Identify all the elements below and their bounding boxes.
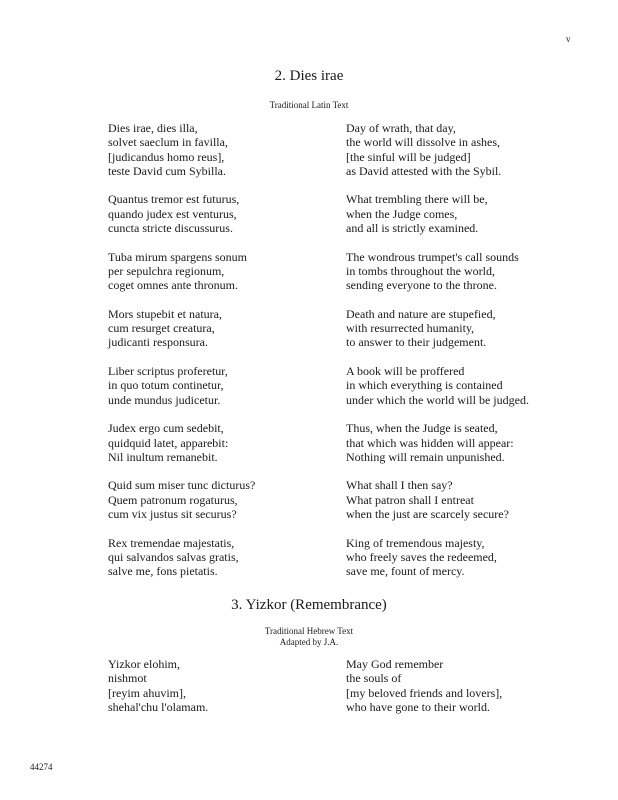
yizkor-hebrew-column	[108, 657, 208, 714]
verse-line: sending everyone to the throne.	[346, 278, 497, 293]
verse-line: the world will dissolve in ashes,	[346, 135, 500, 150]
subtitle-line: Traditional Latin Text	[269, 100, 349, 110]
verse-line: May God remember	[346, 657, 444, 671]
verse-line: quidquid latet, apparebit:	[108, 435, 229, 450]
verse-line: when the just are scarcely secure?	[346, 507, 509, 522]
subtitle-line: Traditional Hebrew Text	[264, 626, 354, 636]
verse-line: [judicandus homo reus],	[108, 149, 225, 164]
verse-line: who have gone to their world.	[346, 699, 490, 714]
verse-line: solvet saeclum in favilla,	[108, 135, 228, 150]
verse-line: salve me, fons pietatis.	[108, 564, 218, 579]
verse-line: nishmot	[108, 671, 147, 686]
verse-line: What patron shall I entreat	[346, 492, 474, 507]
stanza	[346, 250, 529, 293]
verse-line: Nothing will remain unpunished.	[346, 449, 505, 464]
section-subtitle	[0, 626, 618, 648]
stanza	[346, 478, 529, 521]
verse-line: shehal'chu l'olamam.	[108, 699, 209, 714]
section-title: 3. Yizkor (Remembrance)	[231, 597, 387, 613]
verse-line: What trembling there will be,	[346, 192, 488, 207]
verse-line: the souls of	[346, 671, 402, 686]
verse-line: qui salvandos salvas gratis,	[108, 549, 239, 564]
verse-line: cum resurget creatura,	[108, 321, 215, 336]
verse-line: [reyim ahuvim],	[108, 685, 186, 700]
verse-line: Thus, when the Judge is seated,	[346, 421, 498, 436]
verse-line: Judex ergo cum sedebit,	[108, 421, 224, 436]
footer-code: 44274	[30, 762, 53, 772]
verse-line: Quid sum miser tunc dicturus?	[108, 478, 256, 493]
verse-line: to answer to their judgement.	[346, 335, 487, 350]
verse-line: quando judex est venturus,	[108, 206, 237, 221]
verse-line: coget omnes ante thronum.	[108, 278, 238, 293]
stanza	[108, 364, 255, 407]
verse-line: save me, fount of mercy.	[346, 564, 465, 579]
stanza	[108, 250, 255, 293]
stanza	[108, 307, 255, 350]
stanza	[346, 536, 529, 579]
verse-line: Rex tremendae majestatis,	[108, 535, 235, 550]
verse-line: per sepulchra regionum,	[108, 263, 225, 278]
verse-line: What shall I then say?	[346, 478, 453, 493]
stanza	[108, 657, 208, 714]
verse-line: Mors stupebit et natura,	[108, 306, 222, 321]
stanza	[346, 421, 529, 464]
verse-line: that which was hidden will appear:	[346, 435, 514, 450]
verse-line: Yizkor elohim,	[108, 657, 180, 671]
verse-line: King of tremendous majesty,	[346, 535, 485, 550]
verse-line: cum vix justus sit securus?	[108, 507, 237, 522]
section-title: 2. Dies irae	[274, 68, 344, 84]
stanza	[346, 192, 529, 235]
verse-line: Quantus tremor est futurus,	[108, 192, 240, 207]
verse-line: unde mundus judicetur.	[108, 392, 221, 407]
verse-line: [the sinful will be judged]	[346, 149, 471, 164]
stanza	[346, 307, 529, 350]
subtitle-line: Adapted by J.A.	[279, 637, 339, 647]
verse-line: The wondrous trumpet's call sounds	[346, 249, 519, 264]
verse-line: and all is strictly examined.	[346, 221, 479, 236]
verse-line: with resurrected humanity,	[346, 321, 475, 336]
stanza	[108, 536, 255, 579]
yizkor-english-column	[346, 657, 502, 714]
dies-irae-latin-column	[108, 121, 255, 579]
stanza	[108, 192, 255, 235]
stanza	[108, 478, 255, 521]
verse-line: who freely saves the redeemed,	[346, 549, 497, 564]
verse-line: Day of wrath, that day,	[346, 121, 456, 135]
verse-line: Dies irae, dies illa,	[108, 121, 198, 135]
verse-line: in which everything is contained	[346, 378, 503, 393]
verse-line: as David attested with the Sybil.	[346, 163, 502, 178]
verse-line: Tuba mirum spargens sonum	[108, 249, 248, 264]
stanza	[346, 657, 502, 714]
verse-line: Quem patronum rogaturus,	[108, 492, 238, 507]
stanza	[108, 421, 255, 464]
verse-line: in tombs throughout the world,	[346, 263, 495, 278]
section-subtitle	[0, 100, 618, 111]
dies-irae-english-column	[346, 121, 529, 579]
stanza	[346, 121, 529, 178]
verse-line: in quo totum continetur,	[108, 378, 224, 393]
verse-line: under which the world will be judged.	[346, 392, 529, 407]
stanza	[108, 121, 255, 178]
stanza	[346, 364, 529, 407]
page-number: v	[566, 34, 571, 44]
verse-line: A book will be proffered	[346, 364, 465, 379]
verse-line: judicanti responsura.	[108, 335, 208, 350]
verse-line: Nil inultum remanebit.	[108, 449, 218, 464]
verse-line: cuncta stricte discussurus.	[108, 221, 233, 236]
verse-line: when the Judge comes,	[346, 206, 458, 221]
verse-line: teste David cum Sybilla.	[108, 163, 226, 178]
verse-line: Death and nature are stupefied,	[346, 306, 496, 321]
verse-line: [my beloved friends and lovers],	[346, 685, 503, 700]
verse-line: Liber scriptus proferetur,	[108, 364, 228, 379]
